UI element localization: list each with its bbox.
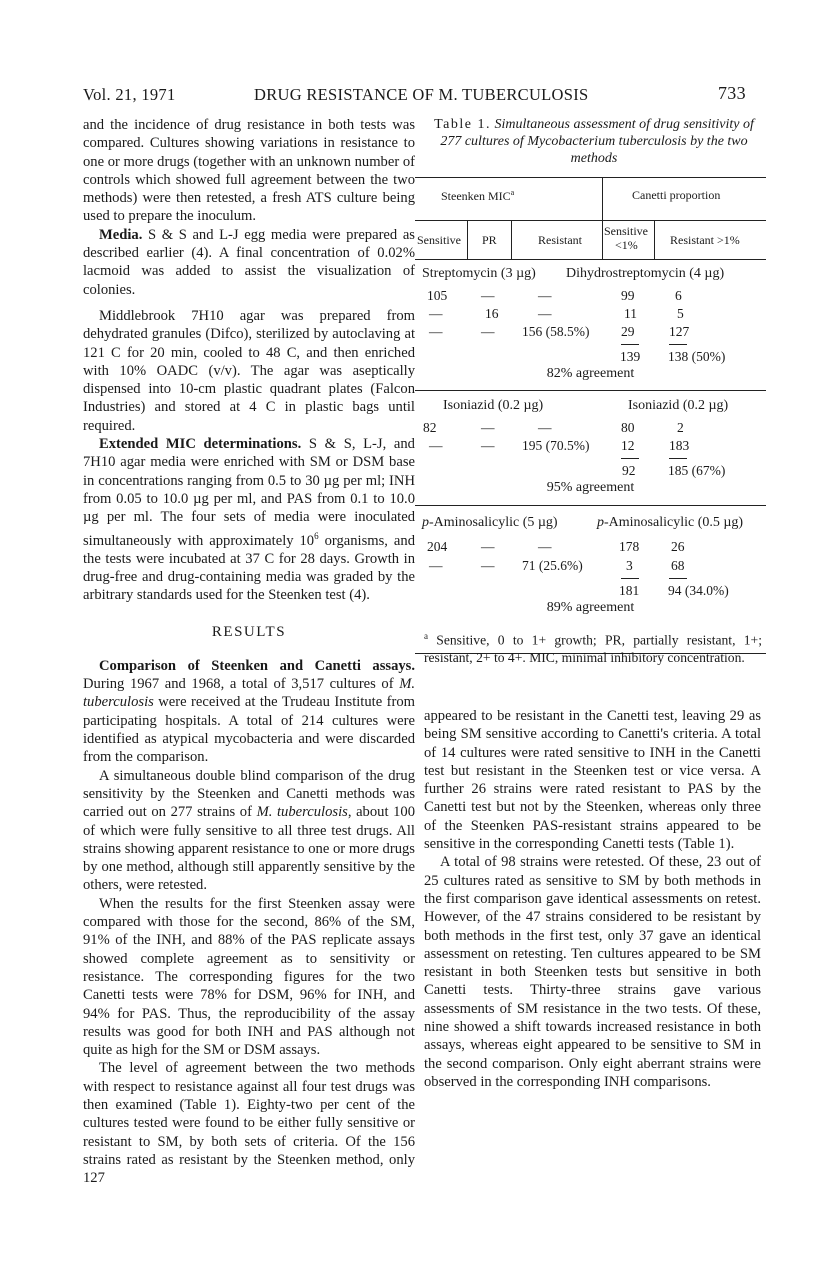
paragraph-text: , about 100 of which were fully sensitive to all three test drugs. All strains showing apparent resistance to one or more drugs by one method, although still apparently sensitive by the others, were retested. [83, 804, 415, 894]
run-in-heading: Comparison of Steenken and Canetti assays. [99, 657, 415, 674]
agreement-text: 89% agreement [546, 600, 635, 615]
table-cell: 68 [671, 558, 685, 573]
total-rule [669, 578, 687, 579]
column-group-canetti: Canetti proportion [632, 188, 721, 202]
table-cell: 127 [669, 324, 690, 339]
species-name: M. tuberculosis [256, 804, 348, 821]
table-cell: 3 [626, 558, 633, 573]
species-name: M. tuberculosis [83, 676, 415, 711]
table-cell: 204 [427, 539, 448, 554]
rule [415, 505, 766, 506]
paragraph-double-blind [83, 767, 415, 895]
paragraph-text: S & S, L-J, and 7H10 agar media were enriched with SM or DSM base in concentrations ranging from 0.5 to 30 µg per ml; INH from 0.05 to 10.0 µg per ml, and PAS from 0.1 to 10.0 µg per ml. The four sets of media were inoculated simultaneously with approximately 10 [83, 436, 415, 549]
table-cell: — [429, 306, 443, 321]
page-number: 733 [718, 83, 746, 103]
paragraph-text: During 1967 and 1968, a total of 3,517 cultures of [83, 676, 400, 693]
table-total: 138 (50%) [668, 349, 726, 364]
total-rule [669, 458, 687, 459]
table-cell: — [429, 558, 443, 573]
table-caption [427, 116, 761, 167]
agreement-text: 82% agreement [546, 366, 635, 381]
paragraph-media [83, 226, 415, 299]
table-cell: — [538, 288, 552, 303]
column-header-resistant-gt1: Resistant >1% [670, 233, 740, 247]
paragraph: Middlebrook 7H10 agar was prepared from dehydrated granules (Difco), sterilized by autoclaving at 121 C for 20 min, cooled to 48 C, and then enriched with 10% OADC (v/v). The agar was aseptically dispensed into 10-cm plastic quadrant plates (Falcon Industries) and stored at 4 C in plastic bags until required. [83, 307, 415, 434]
paragraph-comparison [83, 657, 415, 767]
table-cell: — [538, 420, 552, 435]
footnote-marker: a [510, 188, 515, 197]
table-footnote [424, 628, 762, 666]
total-rule [621, 344, 639, 345]
paragraph-text: A simultaneous double blind comparison of the drug sensitivity by the Steenken and Canetti methods was carried out on 277 strains of [83, 767, 415, 821]
table-cell: — [538, 539, 552, 554]
table-cell: 195 (70.5%) [522, 438, 590, 453]
table-cell: — [429, 324, 443, 339]
drug-label-right: Isoniazid (0.2 µg) [628, 398, 729, 413]
paragraph: A total of 98 strains were retested. Of these, 23 out of 25 cultures rated as sensitive to SM by both methods in the first comparison gave identical assessments on retest. However, of the 47 strains considered to be resistant by both methods in the first test, only 37 gave an identical assessment on retesting. Ten cultures appeared to be SM resistant in both Steenken tests but sensitive in both Canetti tests. Thirty-three strains gave various assessments of SM resistance in the two tests. Of these, nine showed a shift towards increased resistance in both assays, whereas eight appeared to be sensitive to SM in the second comparison. Only eight aberrant strains were observed in the corresponding INH comparisons. [424, 854, 761, 1090]
drug-name: -Aminosalicylic (5 µg) [429, 515, 558, 530]
table-cell: 6 [675, 288, 682, 303]
table-caption-text: Simultaneous assessment of drug sensitivity of 277 cultures of Mycobacterium tuberculosis by the two methods [440, 117, 754, 166]
table-cell: 156 (58.5%) [522, 324, 590, 339]
table-total: 92 [622, 463, 636, 478]
right-column [424, 707, 761, 1091]
drug-label-left: Streptomycin (3 µg) [422, 266, 536, 281]
total-rule [621, 458, 639, 459]
table-cell: — [481, 420, 495, 435]
table-cell: 16 [485, 306, 499, 321]
table-cell: 71 (25.6%) [522, 558, 583, 573]
table-cell: 183 [669, 438, 690, 453]
superscript: 6 [314, 530, 319, 541]
column-header-resistant: Resistant [538, 233, 582, 247]
table-cell: 26 [671, 539, 685, 554]
table-cell: 178 [619, 539, 640, 554]
footnote-text: Sensitive, 0 to 1+ growth; PR, partially resistant, 1+; resistant, 2+ to 4+. MIC, minimal inhibitory concentration. [424, 632, 762, 665]
table-cell: — [481, 324, 495, 339]
table-cell: 80 [621, 420, 635, 435]
table-cell: — [481, 539, 495, 554]
table-cell: 12 [621, 438, 635, 453]
table-total: 181 [619, 583, 640, 598]
italic-prefix: p [597, 515, 604, 530]
paragraph: and the incidence of drug resistance in both tests was compared. Cultures showing variations in resistance to one or more drugs (together with an unknown number of controls which showed full agreement between the two methods) were then retested, a fresh ATS culture being used to prepare the inoculum. [83, 117, 415, 225]
column-group-steenken [441, 188, 514, 204]
run-in-heading: Extended MIC determinations. [99, 436, 302, 453]
table-cell: — [481, 288, 495, 303]
paragraph-text: organisms, and the tests were incubated at 37 C for 28 days. Growth in drug-free and drug-containing media was graded by the arbitrary standards used for the Steenken test (4). [83, 532, 415, 604]
table-cell: 29 [621, 324, 635, 339]
rule [415, 259, 766, 260]
rule [415, 390, 766, 391]
italic-prefix: p [422, 515, 429, 530]
column-header-sensitive-lt1: Sensitive [604, 224, 648, 238]
paragraph: The level of agreement between the two methods with respect to resistance against all four test drugs was then examined (Table 1). Eighty-two per cent of the cultures tested were found to be either fully sensitive or resistant to SM, by both sets of criteria. Of the 156 strains rated as resistant by the Steenken method, only 127 [83, 1060, 415, 1187]
column-header-sensitive: Sensitive [417, 233, 461, 247]
table-cell: — [481, 438, 495, 453]
drug-name: -Aminosalicylic (0.5 µg) [604, 515, 744, 530]
agreement-text: 95% agreement [546, 480, 635, 495]
table-cell: — [429, 438, 443, 453]
footnote-marker: a [424, 631, 428, 641]
table-1 [415, 177, 766, 654]
rule [654, 220, 655, 259]
table-total: 94 (34.0%) [668, 583, 729, 598]
drug-label-right: Dihydrostreptomycin (4 µg) [566, 266, 725, 281]
rule [467, 220, 468, 259]
paragraph: appeared to be resistant in the Canetti test, leaving 29 as being SM sensitive according to Canetti's criteria. A total of 14 cultures were rated sensitive to INH in the Canetti test but resistant in the Steenken test or vice versa. A further 26 strains were rated resistant to PAS by the Canetti test but not by the Steenken, whereas only three of the Steenken PAS-resistant strains appeared to be sensitive in the corresponding Canetti tests (Table 1). [424, 708, 761, 853]
table-cell: 82 [423, 420, 437, 435]
paragraph-text: S & S and L-J egg media were prepared as described earlier (4). A final concentration of 0.02% lacmoid was added to assist the visualization of colonies. [83, 226, 415, 298]
header-text: Steenken MIC [441, 189, 511, 203]
drug-label-left: Isoniazid (0.2 µg) [443, 398, 544, 413]
rule [602, 178, 603, 259]
section-heading-results: RESULTS [211, 623, 287, 640]
rule [511, 220, 512, 259]
table-total: 185 (67%) [668, 463, 726, 478]
paragraph: When the results for the first Steenken assay were compared with those for the second, 86% of the SM, 91% of the INH, and 88% of the PAS replicate assays showed complete agreement as to sensitivity or resistance. The corresponding figures for the two Canetti tests were 78% for DSM, 96% for INH, and 94% for PAS. Thus, the reproducibility of the assay results was good for both INH and PAS although not quite as high for the SM or DSM assays. [83, 895, 415, 1059]
table-label: Table 1. [434, 117, 491, 132]
table-cell: 2 [677, 420, 684, 435]
drug-label-right [597, 515, 743, 531]
table-cell: 5 [677, 306, 684, 321]
table-cell: — [481, 558, 495, 573]
run-in-heading: Media. [99, 226, 143, 243]
drug-label-left [422, 515, 558, 531]
table-cell: 105 [427, 288, 448, 303]
total-rule [621, 578, 639, 579]
table-cell: — [538, 306, 552, 321]
paragraph-text: were received at the Trudeau Institute from participating hospitals. A total of 214 cultures were identified as atypical mycobacteria and were discarded from the comparison. [83, 694, 415, 766]
table-cell: 99 [621, 288, 635, 303]
header-volume: Vol. 21, 1971 [83, 85, 176, 104]
left-column [83, 116, 415, 1187]
table-cell: 11 [624, 306, 637, 321]
column-header-sensitive-lt1-sub: <1% [615, 238, 638, 252]
total-rule [669, 344, 687, 345]
running-title: DRUG RESISTANCE OF M. TUBERCULOSIS [254, 85, 589, 104]
column-header-pr: PR [482, 233, 497, 247]
table-total: 139 [620, 349, 641, 364]
paragraph-mic [83, 435, 415, 605]
